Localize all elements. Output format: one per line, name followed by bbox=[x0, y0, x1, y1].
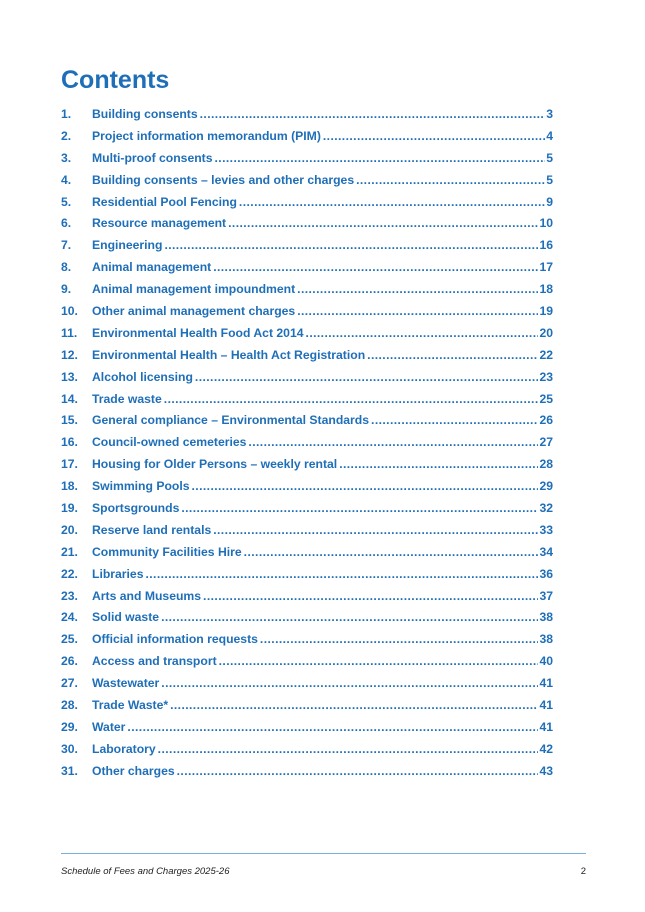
toc-entry-page-number: 25 bbox=[539, 391, 553, 406]
toc-entry-label: Community Facilities Hire bbox=[92, 544, 242, 559]
toc-entry-page-number: 22 bbox=[539, 347, 553, 362]
toc-entry-page-number: 29 bbox=[539, 479, 553, 494]
toc-entry-number: 4. bbox=[61, 172, 72, 187]
toc-dot-leader bbox=[200, 107, 546, 121]
toc-entry-page-number: 41 bbox=[539, 719, 553, 734]
toc-entry-label: Project information memorandum (PIM) bbox=[92, 128, 321, 143]
toc-entry[interactable] bbox=[61, 260, 553, 282]
toc-entry-number: 14. bbox=[61, 391, 78, 406]
toc-dot-leader bbox=[215, 151, 546, 165]
toc-entry-number: 8. bbox=[61, 260, 72, 275]
toc-entry-page-number: 41 bbox=[539, 698, 553, 713]
toc-entry-number: 22. bbox=[61, 566, 78, 581]
toc-entry-number: 1. bbox=[61, 107, 72, 121]
toc-dot-leader bbox=[161, 610, 538, 624]
toc-entry-number: 16. bbox=[61, 435, 78, 450]
toc-entry-page-number: 10 bbox=[539, 216, 553, 231]
toc-dot-leader bbox=[297, 304, 538, 318]
toc-entry[interactable] bbox=[61, 479, 553, 501]
toc-entry[interactable] bbox=[61, 107, 553, 129]
toc-entry-number: 9. bbox=[61, 282, 72, 297]
toc-entry[interactable] bbox=[61, 413, 553, 435]
toc-dot-leader bbox=[164, 392, 539, 406]
toc-entry-page-number: 34 bbox=[539, 544, 553, 559]
toc-dot-leader bbox=[203, 589, 538, 603]
toc-entry-number: 20. bbox=[61, 522, 78, 537]
toc-entry-number: 21. bbox=[61, 544, 78, 559]
toc-entry-label: Libraries bbox=[92, 566, 144, 581]
toc-entry[interactable] bbox=[61, 173, 553, 195]
toc-entry[interactable] bbox=[61, 282, 553, 304]
toc-entry-page-number: 18 bbox=[539, 282, 553, 297]
toc-entry-label: Alcohol licensing bbox=[92, 369, 193, 384]
toc-entry-label: Council-owned cemeteries bbox=[92, 435, 247, 450]
toc-entry-page-number: 3 bbox=[546, 107, 553, 121]
toc-entry-label: Wastewater bbox=[92, 676, 160, 691]
toc-entry-page-number: 33 bbox=[539, 522, 553, 537]
toc-entry-number: 25. bbox=[61, 632, 78, 647]
toc-dot-leader bbox=[367, 348, 538, 362]
toc-entry-label: Trade Waste* bbox=[92, 698, 169, 713]
toc-entry-number: 11. bbox=[61, 325, 78, 340]
toc-dot-leader bbox=[248, 435, 538, 449]
toc-entry-page-number: 38 bbox=[539, 632, 553, 647]
toc-entry-page-number: 36 bbox=[539, 566, 553, 581]
toc-dot-leader bbox=[177, 764, 539, 778]
toc-entry[interactable] bbox=[61, 326, 553, 348]
toc-entry-page-number: 26 bbox=[539, 413, 553, 428]
toc-dot-leader bbox=[192, 479, 539, 493]
toc-entry-page-number: 42 bbox=[539, 741, 553, 756]
toc-entry-label: Animal management bbox=[92, 260, 212, 275]
toc-entry-number: 29. bbox=[61, 719, 78, 734]
toc-entry[interactable] bbox=[61, 610, 553, 632]
toc-entry-label: Environmental Health – Health Act Registration bbox=[92, 347, 366, 362]
toc-entry-label: Solid waste bbox=[92, 610, 160, 625]
toc-dot-leader bbox=[213, 260, 538, 274]
toc-entry-label: Reserve land rentals bbox=[92, 522, 212, 537]
toc-entry-number: 2. bbox=[61, 128, 72, 143]
toc-entry[interactable] bbox=[61, 764, 553, 786]
toc-entry-page-number: 19 bbox=[539, 304, 553, 319]
toc-dot-leader bbox=[371, 413, 538, 427]
toc-dot-leader bbox=[297, 282, 538, 296]
toc-entry[interactable] bbox=[61, 720, 553, 742]
toc-entry[interactable] bbox=[61, 676, 553, 698]
toc-entry-page-number: 20 bbox=[539, 325, 553, 340]
toc-entry[interactable] bbox=[61, 698, 553, 720]
toc-entry-label: Swimming Pools bbox=[92, 479, 190, 494]
toc-entry-label: Multi-proof consents bbox=[92, 150, 213, 165]
toc-entry-number: 24. bbox=[61, 610, 78, 625]
toc-entry-number: 12. bbox=[61, 347, 78, 362]
toc-entry-label: Trade waste bbox=[92, 391, 162, 406]
toc-entry-page-number: 28 bbox=[539, 457, 553, 472]
toc-entry-label: Residential Pool Fencing bbox=[92, 194, 237, 209]
toc-entry-number: 19. bbox=[61, 501, 78, 516]
toc-dot-leader bbox=[239, 195, 545, 209]
toc-entry-number: 23. bbox=[61, 588, 78, 603]
toc-entry-number: 6. bbox=[61, 216, 72, 231]
toc-entry[interactable] bbox=[61, 435, 553, 457]
toc-entry-number: 13. bbox=[61, 369, 78, 384]
toc-dot-leader bbox=[213, 523, 538, 537]
toc-entry-page-number: 17 bbox=[539, 260, 553, 275]
toc-entry-label: Engineering bbox=[92, 238, 163, 253]
toc-entry-label: Sportsgrounds bbox=[92, 501, 180, 516]
toc-entry[interactable] bbox=[61, 589, 553, 611]
toc-entry-page-number: 4 bbox=[546, 128, 553, 143]
toc-entry-page-number: 41 bbox=[539, 676, 553, 691]
toc-dot-leader bbox=[244, 545, 539, 559]
toc-entry-page-number: 37 bbox=[539, 588, 553, 603]
toc-entry-page-number: 43 bbox=[539, 763, 553, 778]
table-of-contents bbox=[61, 107, 553, 786]
toc-dot-leader bbox=[339, 457, 538, 471]
toc-entry-page-number: 5 bbox=[546, 172, 553, 187]
toc-entry-page-number: 23 bbox=[539, 369, 553, 384]
toc-entry[interactable] bbox=[61, 523, 553, 545]
footer-page-number: 2 bbox=[580, 866, 586, 877]
toc-entry-number: 18. bbox=[61, 479, 78, 494]
toc-entry-page-number: 9 bbox=[546, 194, 553, 209]
toc-entry-label: Other animal management charges bbox=[92, 304, 296, 319]
toc-entry[interactable] bbox=[61, 654, 553, 676]
toc-entry[interactable] bbox=[61, 632, 553, 654]
toc-entry[interactable] bbox=[61, 370, 553, 392]
toc-entry-page-number: 32 bbox=[539, 501, 553, 516]
toc-entry-number: 31. bbox=[61, 763, 78, 778]
toc-dot-leader bbox=[170, 698, 538, 712]
toc-dot-leader bbox=[181, 501, 538, 515]
toc-entry-number: 5. bbox=[61, 194, 72, 209]
toc-entry-label: Access and transport bbox=[92, 654, 217, 669]
toc-dot-leader bbox=[161, 676, 538, 690]
toc-entry-page-number: 16 bbox=[539, 238, 553, 253]
toc-entry-number: 15. bbox=[61, 413, 78, 428]
toc-entry[interactable] bbox=[61, 151, 553, 173]
toc-entry-label: Animal management impoundment bbox=[92, 282, 296, 297]
footer-document-title: Schedule of Fees and Charges 2025-26 bbox=[61, 866, 230, 877]
toc-entry-label: Other charges bbox=[92, 763, 175, 778]
toc-entry[interactable] bbox=[61, 348, 553, 370]
toc-entry-label: Building consents – levies and other charges bbox=[92, 172, 355, 187]
toc-dot-leader bbox=[164, 238, 538, 252]
toc-entry-number: 26. bbox=[61, 654, 78, 669]
toc-entry-number: 17. bbox=[61, 457, 78, 472]
footer-divider bbox=[61, 853, 586, 854]
toc-dot-leader bbox=[195, 370, 539, 384]
toc-entry-page-number: 40 bbox=[539, 654, 553, 669]
toc-entry[interactable] bbox=[61, 742, 553, 764]
toc-entry-number: 3. bbox=[61, 150, 72, 165]
toc-entry-label: Housing for Older Persons – weekly rental bbox=[92, 457, 338, 472]
toc-entry-label: Official information requests bbox=[92, 632, 258, 647]
toc-entry[interactable] bbox=[61, 304, 553, 326]
toc-entry-label: Resource management bbox=[92, 216, 227, 231]
page-title: Contents bbox=[61, 66, 170, 94]
toc-entry-number: 27. bbox=[61, 676, 78, 691]
toc-dot-leader bbox=[158, 742, 539, 756]
toc-entry-label: General compliance – Environmental Standards bbox=[92, 413, 370, 428]
toc-dot-leader bbox=[356, 173, 545, 187]
toc-entry[interactable] bbox=[61, 238, 553, 260]
toc-entry[interactable] bbox=[61, 567, 553, 589]
toc-entry-label: Arts and Museums bbox=[92, 588, 202, 603]
toc-dot-leader bbox=[145, 567, 538, 581]
toc-entry-number: 10. bbox=[61, 304, 78, 319]
toc-entry-page-number: 27 bbox=[539, 435, 553, 450]
toc-entry[interactable] bbox=[61, 129, 553, 151]
toc-entry[interactable] bbox=[61, 216, 553, 238]
toc-entry-label: Water bbox=[92, 719, 126, 734]
toc-entry[interactable] bbox=[61, 392, 553, 414]
toc-entry-page-number: 5 bbox=[546, 150, 553, 165]
toc-dot-leader bbox=[260, 632, 539, 646]
toc-entry-number: 30. bbox=[61, 741, 78, 756]
toc-entry[interactable] bbox=[61, 501, 553, 523]
toc-entry-label: Environmental Health Food Act 2014 bbox=[92, 325, 304, 340]
toc-entry-number: 7. bbox=[61, 238, 72, 253]
toc-dot-leader bbox=[323, 129, 545, 143]
toc-entry[interactable] bbox=[61, 457, 553, 479]
toc-entry-number: 28. bbox=[61, 698, 78, 713]
toc-dot-leader bbox=[228, 216, 538, 230]
toc-dot-leader bbox=[127, 720, 538, 734]
toc-entry[interactable] bbox=[61, 545, 553, 567]
toc-entry-page-number: 38 bbox=[539, 610, 553, 625]
toc-entry-label: Laboratory bbox=[92, 741, 156, 756]
toc-dot-leader bbox=[219, 654, 539, 668]
toc-dot-leader bbox=[306, 326, 539, 340]
toc-entry[interactable] bbox=[61, 195, 553, 217]
toc-entry-label: Building consents bbox=[92, 107, 198, 121]
